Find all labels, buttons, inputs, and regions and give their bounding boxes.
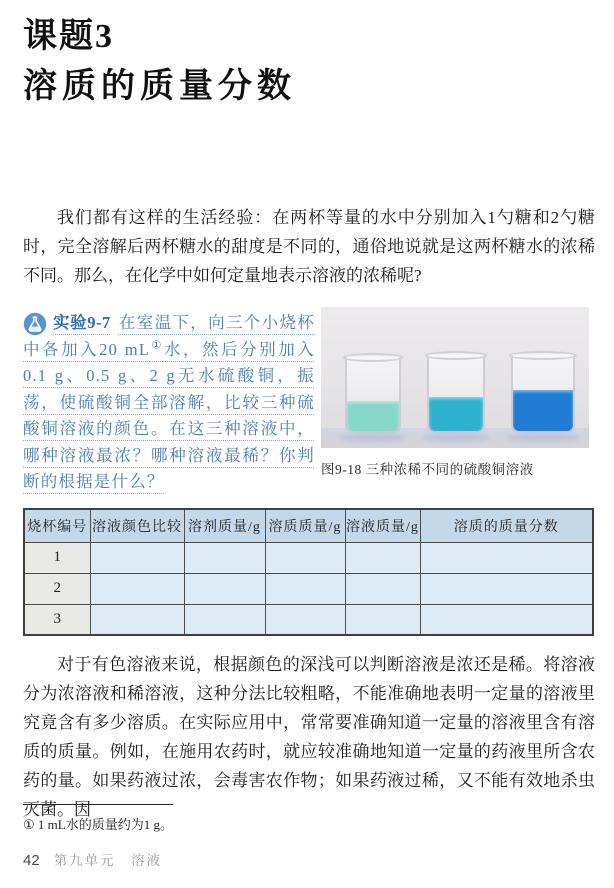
table-header-row xyxy=(24,509,593,542)
beaker-rim xyxy=(343,353,403,362)
table-cell-empty xyxy=(420,604,593,635)
row-label: 3 xyxy=(24,604,90,635)
table-cell-empty xyxy=(184,573,265,604)
medium-solution-liquid xyxy=(429,397,483,431)
experiment-data-table xyxy=(23,508,594,636)
beaker-dilute xyxy=(345,353,401,433)
figure-caption: 图9-18 三种浓稀不同的硫酸铜溶液 xyxy=(321,462,534,477)
row-label: 1 xyxy=(24,542,90,573)
beaker-rim xyxy=(425,351,487,360)
page-title-line-2: 溶质的质量分数 xyxy=(23,68,296,105)
header-beaker-number: 烧杯编号 xyxy=(24,509,90,542)
table-cell-empty xyxy=(184,604,265,635)
header-solution-mass: 溶液质量/g xyxy=(345,509,420,542)
table-cell-empty xyxy=(90,604,184,635)
figure-photo xyxy=(321,307,589,448)
body-paragraph: 对于有色溶液来说，根据颜色的深浅可以判断溶液是浓还是稀。将溶液分为浓溶液和稀溶液，这种分法比较粗略，不能准确地表明一定量的溶液里究竟含有多少溶质。在实际应用中，常常要准确知道一定量的溶液里含有溶质的质量。例如，在施用农药时，就应较准确地知道一定量的药液里所含农药的量。如果药液过浓，会毒害农作物；如果药液过稀，又不能有效地杀虫灭菌。因 xyxy=(23,655,595,819)
footnote-text: ① 1 mL水的质量约为1 g。 xyxy=(23,817,173,832)
table-cell-empty xyxy=(90,542,184,573)
footnote-divider xyxy=(23,804,173,805)
concentrated-solution-liquid xyxy=(513,390,573,431)
table-row xyxy=(24,573,593,604)
table-cell-empty xyxy=(184,542,265,573)
table-row xyxy=(24,542,593,573)
experiment-label: 实验9-7 xyxy=(53,313,111,332)
header-mass-fraction: 溶质的质量分数 xyxy=(420,509,593,542)
experiment-text-before: 在室温下，向三个小烧杯中各加入20 mL xyxy=(23,313,316,359)
table-cell-empty xyxy=(345,573,420,604)
table-cell-empty xyxy=(345,542,420,573)
page-title-line-1: 课题3 xyxy=(23,18,114,55)
experiment-box xyxy=(23,310,315,496)
page-footer xyxy=(23,849,162,869)
table-cell-empty xyxy=(420,573,593,604)
table-cell-empty xyxy=(265,573,345,604)
section-title: 第九单元 溶液 xyxy=(53,853,163,868)
beaker-rim xyxy=(509,351,577,360)
beaker-concentrated xyxy=(511,351,575,433)
table-cell-empty xyxy=(420,542,593,573)
table-cell-empty xyxy=(90,573,184,604)
flask-icon xyxy=(23,312,47,336)
table-cell-empty xyxy=(345,604,420,635)
header-color-comparison: 溶液颜色比较 xyxy=(90,509,184,542)
table-cell-empty xyxy=(265,542,345,573)
beaker-medium xyxy=(427,351,485,433)
experiment-text-after: 水，然后分别加入0.1 g、0.5 g、2 g无水硫酸铜，振荡，使硫酸铜全部溶解，比较三种硫酸铜溶液的颜色。在这三种溶液中，哪种溶液最浓？哪种溶液最稀？你判断的根据是什么？ xyxy=(23,339,315,491)
header-solute-mass: 溶质质量/g xyxy=(265,509,345,542)
page-number: 42 xyxy=(23,852,40,869)
intro-paragraph: 我们都有这样的生活经验：在两杯等量的水中分别加入1勺糖和2勺糖时，完全溶解后两杯糖水的甜度是不同的，通俗地说就是这两杯糖水的浓稀不同。那么，在化学中如何定量地表示溶液的浓稀呢? xyxy=(23,208,595,285)
table-row xyxy=(24,604,593,635)
footnote-marker: ① xyxy=(150,339,164,351)
header-solvent-mass: 溶剂质量/g xyxy=(184,509,265,542)
experiment-text xyxy=(23,313,315,491)
dilute-solution-liquid xyxy=(347,401,399,431)
row-label: 2 xyxy=(24,573,90,604)
table-cell-empty xyxy=(265,604,345,635)
